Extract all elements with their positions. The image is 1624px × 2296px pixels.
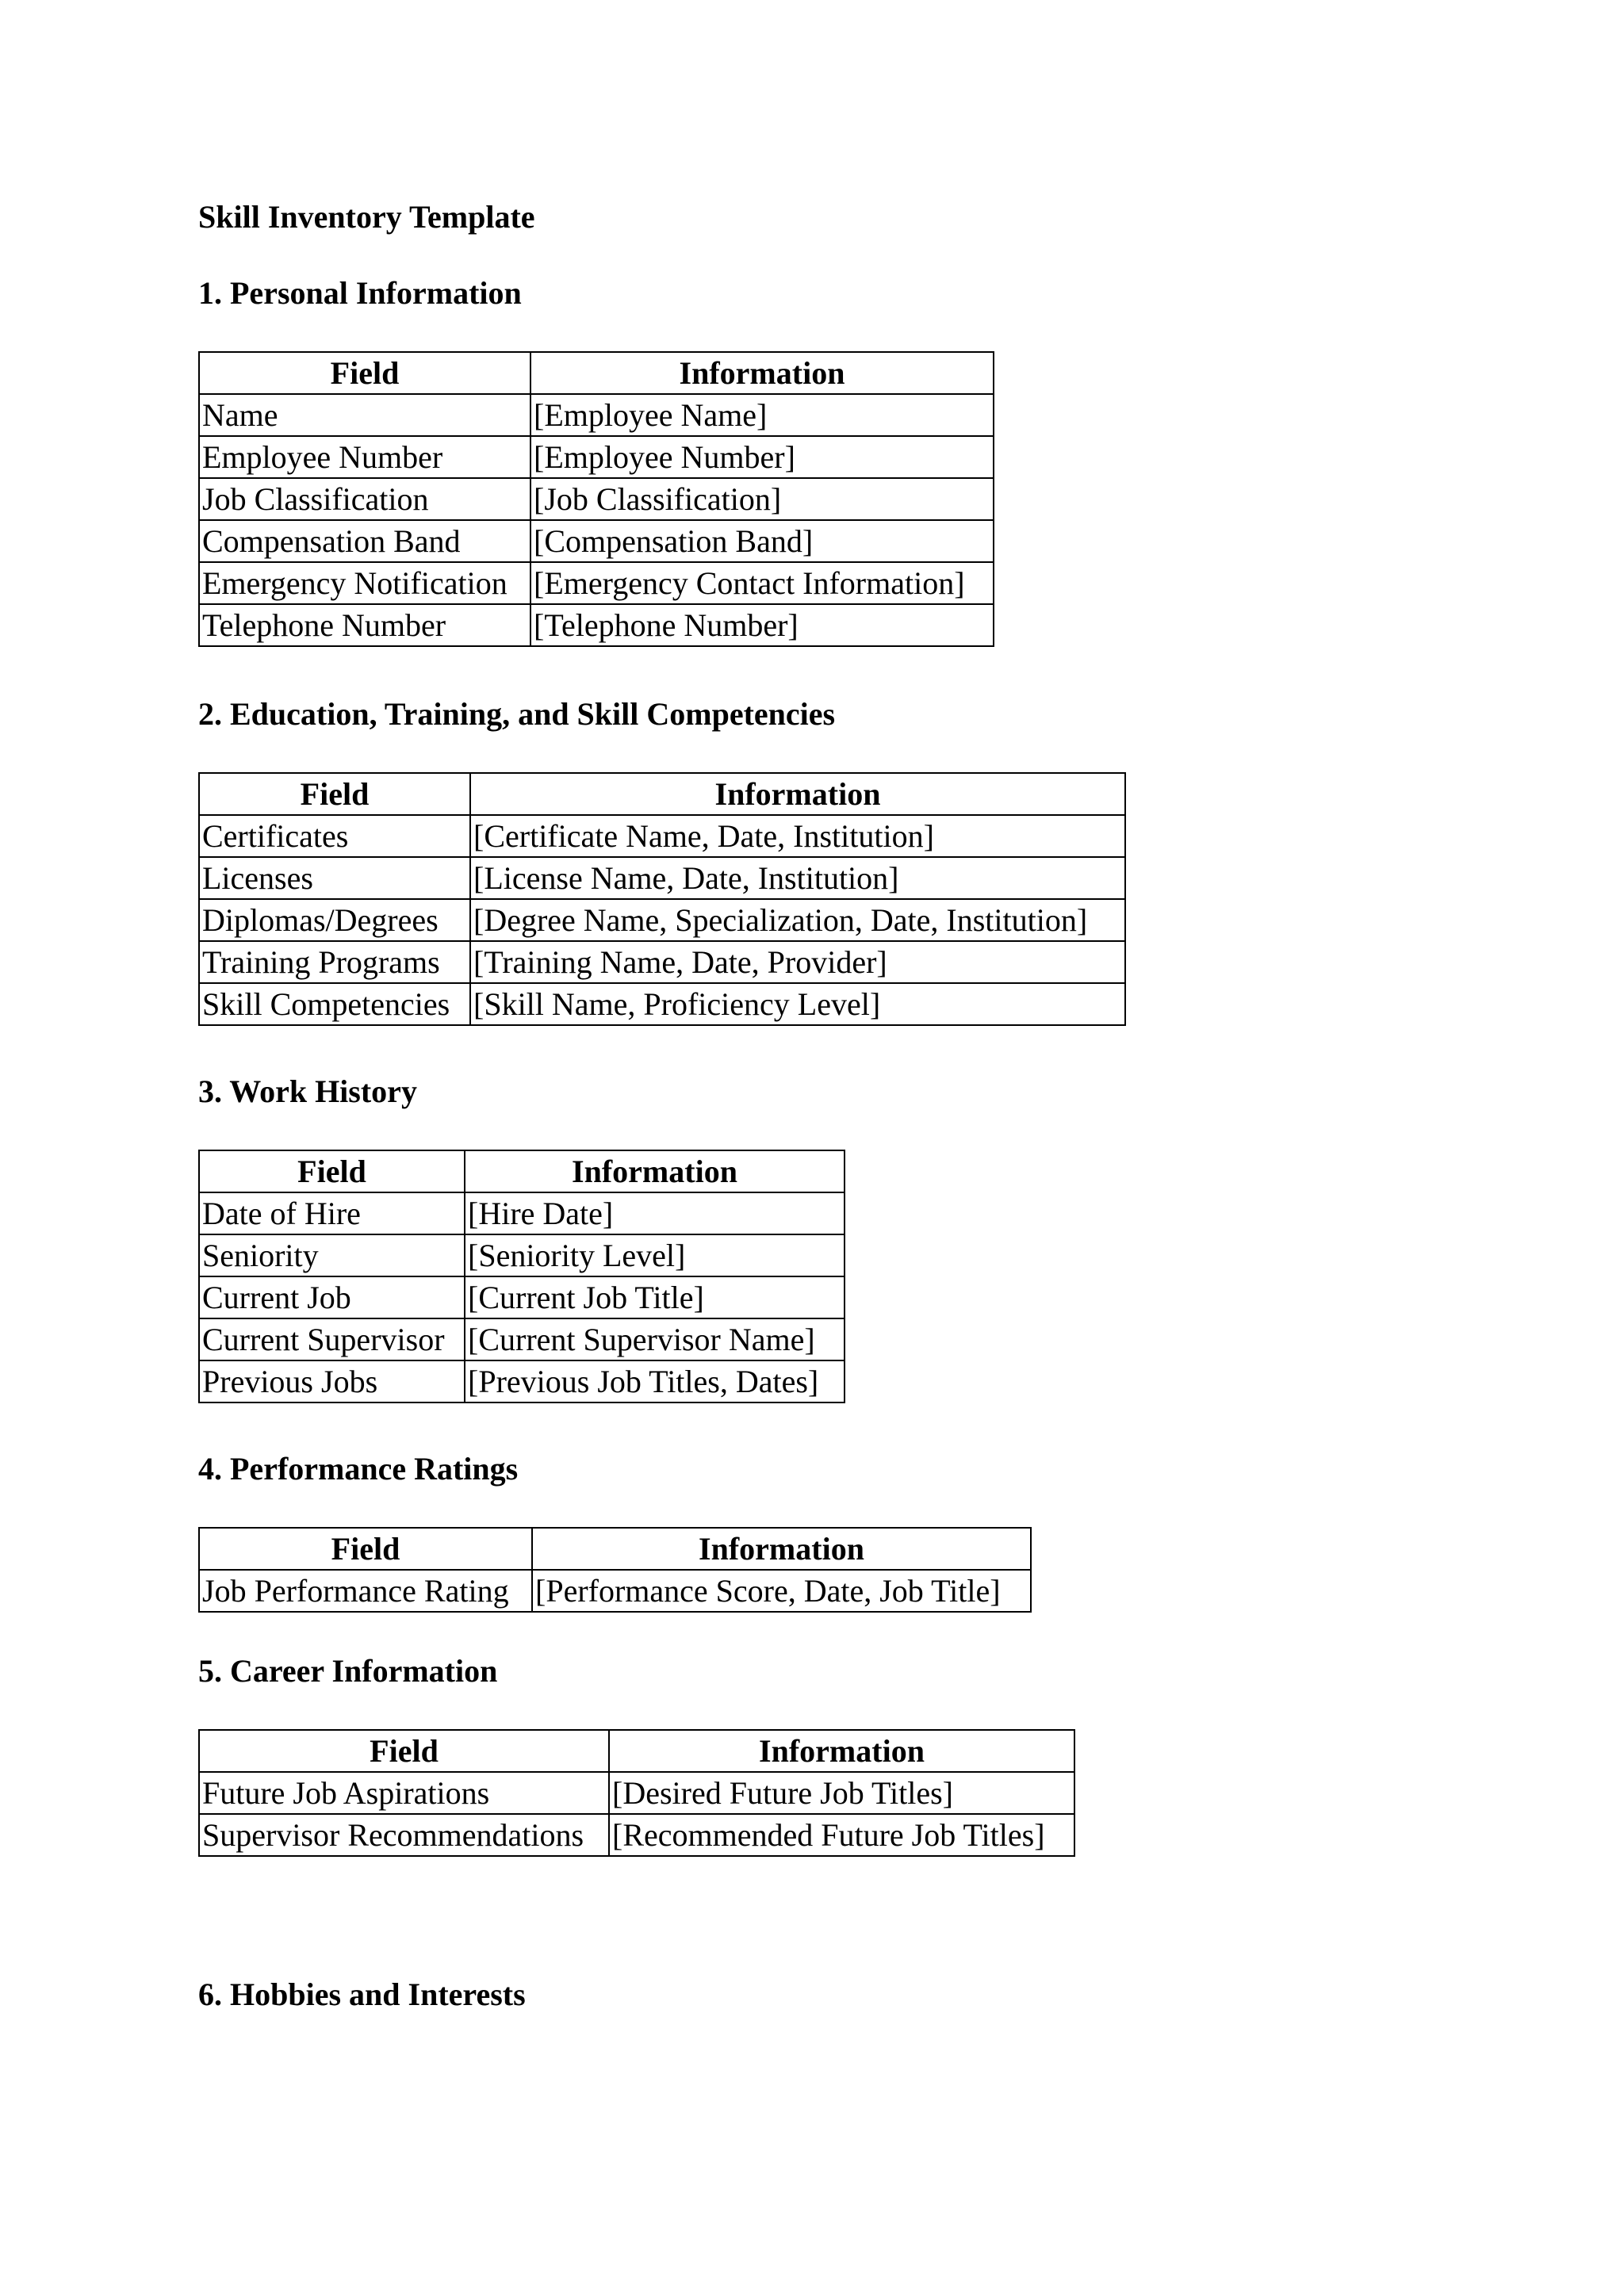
column-header-field: Field	[199, 1150, 465, 1192]
information-cell: [Seniority Level]	[465, 1234, 845, 1276]
information-cell: [Previous Job Titles, Dates]	[465, 1360, 845, 1402]
information-cell: [Current Job Title]	[465, 1276, 845, 1318]
column-header-information: Information	[532, 1528, 1031, 1570]
table-row	[199, 1318, 845, 1360]
information-cell: [License Name, Date, Institution]	[470, 857, 1125, 899]
column-header-information: Information	[530, 352, 994, 394]
table-row	[199, 1192, 845, 1234]
column-header-information: Information	[609, 1730, 1074, 1772]
field-cell: Diplomas/Degrees	[199, 899, 470, 941]
section-heading-hobbies-interests: 6. Hobbies and Interests	[198, 1976, 526, 2012]
field-cell: Job Performance Rating	[199, 1570, 532, 1612]
column-header-field: Field	[199, 1528, 532, 1570]
table-header-row	[199, 1150, 845, 1192]
table-row	[199, 899, 1125, 941]
information-cell: [Recommended Future Job Titles]	[609, 1814, 1074, 1856]
section-heading-work-history: 3. Work History	[198, 1073, 417, 1109]
field-cell: Current Supervisor	[199, 1318, 465, 1360]
information-cell: [Employee Name]	[530, 394, 994, 436]
column-header-field: Field	[199, 773, 470, 815]
table-row	[199, 815, 1125, 857]
table-row	[199, 1772, 1074, 1814]
education-training-table	[198, 772, 1126, 1026]
information-cell: [Certificate Name, Date, Institution]	[470, 815, 1125, 857]
field-cell: Job Classification	[199, 478, 530, 520]
information-cell: [Job Classification]	[530, 478, 994, 520]
table-header-row	[199, 1528, 1031, 1570]
field-cell: Training Programs	[199, 941, 470, 983]
information-cell: [Performance Score, Date, Job Title]	[532, 1570, 1031, 1612]
work-history-table	[198, 1150, 845, 1403]
information-cell: [Emergency Contact Information]	[530, 562, 994, 604]
field-cell: Telephone Number	[199, 604, 530, 646]
field-cell: Supervisor Recommendations	[199, 1814, 609, 1856]
table-row	[199, 1570, 1031, 1612]
section-heading-career-information: 5. Career Information	[198, 1653, 498, 1689]
table-row	[199, 436, 994, 478]
column-header-information: Information	[465, 1150, 845, 1192]
column-header-information: Information	[470, 773, 1125, 815]
table-row	[199, 394, 994, 436]
table-header-row	[199, 1730, 1074, 1772]
field-cell: Skill Competencies	[199, 983, 470, 1025]
field-cell: Emergency Notification	[199, 562, 530, 604]
performance-ratings-table	[198, 1527, 1032, 1613]
table-row	[199, 1814, 1074, 1856]
information-cell: [Degree Name, Specialization, Date, Institution]	[470, 899, 1125, 941]
career-information-table	[198, 1729, 1075, 1857]
information-cell: [Hire Date]	[465, 1192, 845, 1234]
field-cell: Licenses	[199, 857, 470, 899]
table-row	[199, 983, 1125, 1025]
field-cell: Employee Number	[199, 436, 530, 478]
information-cell: [Current Supervisor Name]	[465, 1318, 845, 1360]
column-header-field: Field	[199, 352, 530, 394]
information-cell: [Desired Future Job Titles]	[609, 1772, 1074, 1814]
information-cell: [Employee Number]	[530, 436, 994, 478]
information-cell: [Compensation Band]	[530, 520, 994, 562]
document-title: Skill Inventory Template	[198, 199, 535, 235]
table-row	[199, 1276, 845, 1318]
field-cell: Seniority	[199, 1234, 465, 1276]
field-cell: Date of Hire	[199, 1192, 465, 1234]
information-cell: [Skill Name, Proficiency Level]	[470, 983, 1125, 1025]
personal-information-table	[198, 351, 994, 647]
table-row	[199, 520, 994, 562]
field-cell: Future Job Aspirations	[199, 1772, 609, 1814]
table-row	[199, 604, 994, 646]
section-heading-personal-information: 1. Personal Information	[198, 275, 522, 311]
field-cell: Compensation Band	[199, 520, 530, 562]
table-row	[199, 562, 994, 604]
table-row	[199, 1360, 845, 1402]
section-heading-education-training: 2. Education, Training, and Skill Competencies	[198, 696, 836, 732]
table-row	[199, 1234, 845, 1276]
table-row	[199, 857, 1125, 899]
table-header-row	[199, 773, 1125, 815]
table-header-row	[199, 352, 994, 394]
field-cell: Current Job	[199, 1276, 465, 1318]
field-cell: Previous Jobs	[199, 1360, 465, 1402]
column-header-field: Field	[199, 1730, 609, 1772]
field-cell: Certificates	[199, 815, 470, 857]
table-row	[199, 478, 994, 520]
table-row	[199, 941, 1125, 983]
section-heading-performance-ratings: 4. Performance Ratings	[198, 1451, 519, 1487]
information-cell: [Training Name, Date, Provider]	[470, 941, 1125, 983]
information-cell: [Telephone Number]	[530, 604, 994, 646]
field-cell: Name	[199, 394, 530, 436]
